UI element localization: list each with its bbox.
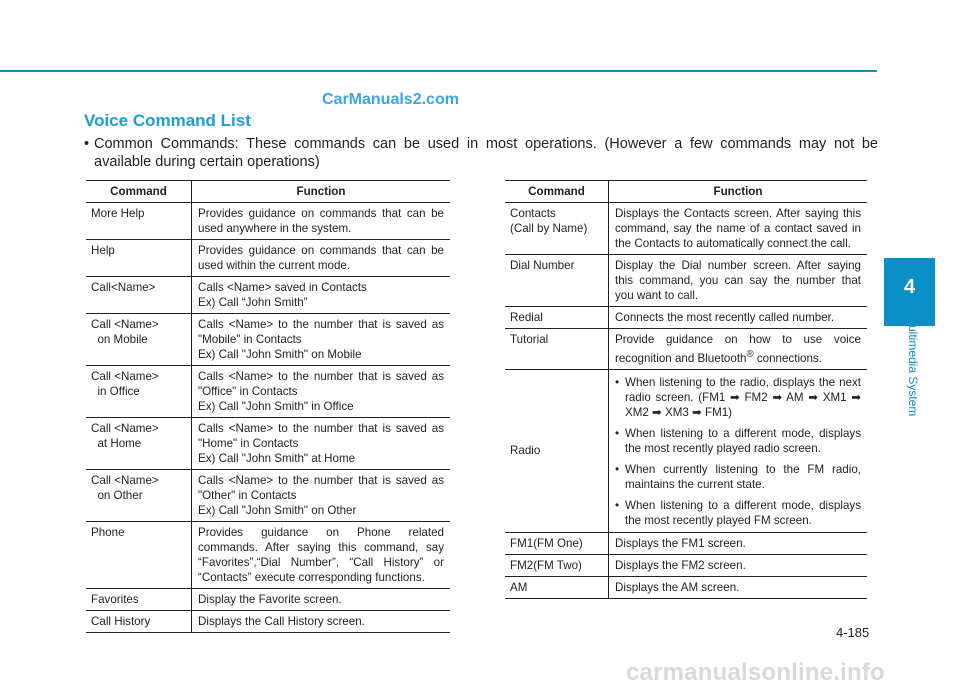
function-cell bbox=[192, 314, 451, 366]
bullet-icon: • bbox=[84, 136, 90, 152]
function-cell bbox=[192, 470, 451, 522]
header-command: Command bbox=[505, 181, 609, 203]
command-table-left bbox=[86, 180, 450, 633]
command-cell: FM1(FM One) bbox=[505, 532, 609, 554]
table-row bbox=[505, 203, 867, 255]
command-cell: Call<Name> bbox=[86, 277, 192, 314]
radio-bullet-item bbox=[615, 426, 861, 456]
bullet-icon: • bbox=[615, 498, 620, 512]
table-row bbox=[505, 576, 867, 598]
command-cell: Favorites bbox=[86, 589, 192, 611]
function-cell bbox=[192, 203, 451, 240]
table-header-row bbox=[505, 181, 867, 203]
function-cell bbox=[192, 277, 451, 314]
header-function: Function bbox=[192, 181, 451, 203]
function-cell: Displays the FM2 screen. bbox=[609, 554, 868, 576]
function-cell bbox=[192, 522, 451, 589]
command-cell: FM2(FM Two) bbox=[505, 554, 609, 576]
command-cell: Call <Name> in Office bbox=[86, 366, 192, 418]
table-row bbox=[86, 611, 450, 633]
function-line: Provides guidance on commands that can be used within the current mode. bbox=[198, 244, 444, 272]
page-number: 4-185 bbox=[836, 625, 870, 640]
command-cell: Radio bbox=[505, 369, 609, 532]
header-function: Function bbox=[609, 181, 868, 203]
function-text: Provide guidance on how to use voice recognition and Bluetooth bbox=[615, 333, 861, 365]
bullet-icon: • bbox=[615, 462, 620, 476]
command-cell: Call <Name> at Home bbox=[86, 418, 192, 470]
command-cell: Contacts (Call by Name) bbox=[505, 203, 609, 255]
function-cell: Display the Dial number screen. After saying this command, you can say the number that you want to call. bbox=[609, 255, 868, 307]
function-cell: Connects the most recently called number. bbox=[609, 307, 868, 329]
bullet-icon: • bbox=[615, 426, 620, 440]
watermark-bottom: carmanualsonline.info bbox=[626, 659, 885, 686]
chapter-label: Multimedia System bbox=[906, 315, 920, 417]
radio-bullet-list bbox=[615, 375, 861, 528]
table-row bbox=[86, 418, 450, 470]
table-row bbox=[86, 470, 450, 522]
function-text-tail: connections. bbox=[753, 351, 822, 365]
function-line: Calls <Name> to the number that is saved as "Mobile" in Contacts bbox=[198, 318, 444, 346]
table-row bbox=[86, 203, 450, 240]
table-row bbox=[505, 255, 867, 307]
table-row bbox=[86, 589, 450, 611]
table-row bbox=[86, 277, 450, 314]
function-cell bbox=[192, 611, 451, 633]
function-line: Ex) Call “John Smith” bbox=[198, 296, 308, 309]
function-cell bbox=[192, 589, 451, 611]
table-row bbox=[86, 240, 450, 277]
command-cell: Phone bbox=[86, 522, 192, 589]
function-line: Ex) Call "John Smith" on Mobile bbox=[198, 348, 362, 361]
table-row bbox=[86, 366, 450, 418]
function-cell bbox=[609, 369, 868, 532]
table-row bbox=[86, 522, 450, 589]
radio-bullet-item bbox=[615, 462, 861, 492]
function-line: Displays the Call History screen. bbox=[198, 615, 365, 628]
table-header-row bbox=[86, 181, 450, 203]
watermark-top: CarManuals2.com bbox=[322, 91, 459, 108]
intro-text: Common Commands: These commands can be used in most operations. (However a few commands may not be available during certain operations) bbox=[94, 136, 878, 170]
function-line: Display the Favorite screen. bbox=[198, 593, 342, 606]
section-title: Voice Command List bbox=[84, 111, 251, 130]
command-table-right bbox=[505, 180, 867, 599]
function-cell bbox=[609, 329, 868, 370]
header-command: Command bbox=[86, 181, 192, 203]
function-line: Calls <Name> to the number that is saved as "Office" in Contacts bbox=[198, 370, 444, 398]
function-cell: Displays the FM1 screen. bbox=[609, 532, 868, 554]
header-rule bbox=[0, 70, 877, 72]
intro-paragraph bbox=[84, 135, 878, 171]
chapter-number: 4 bbox=[903, 276, 916, 298]
radio-bullet-text: When listening to a different mode, displays the most recently played FM screen. bbox=[625, 498, 861, 527]
command-cell: Call <Name> on Mobile bbox=[86, 314, 192, 366]
function-line: Ex) Call "John Smith" at Home bbox=[198, 452, 356, 465]
bullet-icon: • bbox=[615, 375, 620, 389]
command-cell: More Help bbox=[86, 203, 192, 240]
function-line: Calls <Name> to the number that is saved as "Other" in Contacts bbox=[198, 474, 444, 502]
command-cell: Call <Name> on Other bbox=[86, 470, 192, 522]
function-line: Calls <Name> saved in Contacts bbox=[198, 281, 367, 294]
registered-mark: ® bbox=[746, 349, 754, 360]
radio-bullet-text: When currently listening to the FM radio, maintains the current state. bbox=[625, 462, 861, 491]
function-cell bbox=[192, 418, 451, 470]
function-cell: Displays the AM screen. bbox=[609, 576, 868, 598]
function-line: Provides guidance on commands that can be used anywhere in the system. bbox=[198, 207, 444, 235]
command-cell: Call History bbox=[86, 611, 192, 633]
radio-bullet-text: When listening to the radio, displays the next radio screen. (FM1 ➡ FM2 ➡ AM ➡ XM1 ➡ XM2 ➡ XM3 ➡ FM1) bbox=[625, 375, 861, 419]
table-row bbox=[86, 314, 450, 366]
table-row bbox=[505, 554, 867, 576]
command-cell: Dial Number bbox=[505, 255, 609, 307]
function-line: Ex) Call "John Smith" in Office bbox=[198, 400, 354, 413]
command-cell: Redial bbox=[505, 307, 609, 329]
function-line: Calls <Name> to the number that is saved as "Home" in Contacts bbox=[198, 422, 444, 450]
table-row-radio bbox=[505, 369, 867, 532]
function-line: Provides guidance on Phone related commands. After saying this command, say “Favorites”,“Dial Number”, “Call History” or “Contacts” execute corresponding functions. bbox=[198, 526, 444, 584]
command-cell: AM bbox=[505, 576, 609, 598]
command-cell: Help bbox=[86, 240, 192, 277]
table-row bbox=[505, 532, 867, 554]
function-line: Ex) Call "John Smith" on Other bbox=[198, 504, 357, 517]
radio-bullet-item bbox=[615, 375, 861, 420]
function-cell bbox=[192, 240, 451, 277]
table-row bbox=[505, 307, 867, 329]
command-cell: Tutorial bbox=[505, 329, 609, 370]
function-cell bbox=[192, 366, 451, 418]
radio-bullet-text: When listening to a different mode, displays the most recently played radio screen. bbox=[625, 426, 861, 455]
function-cell: Displays the Contacts screen. After saying this command, say the name of a contact saved in the Contacts to automatically connect the call. bbox=[609, 203, 868, 255]
table-row bbox=[505, 329, 867, 370]
radio-bullet-item bbox=[615, 498, 861, 528]
